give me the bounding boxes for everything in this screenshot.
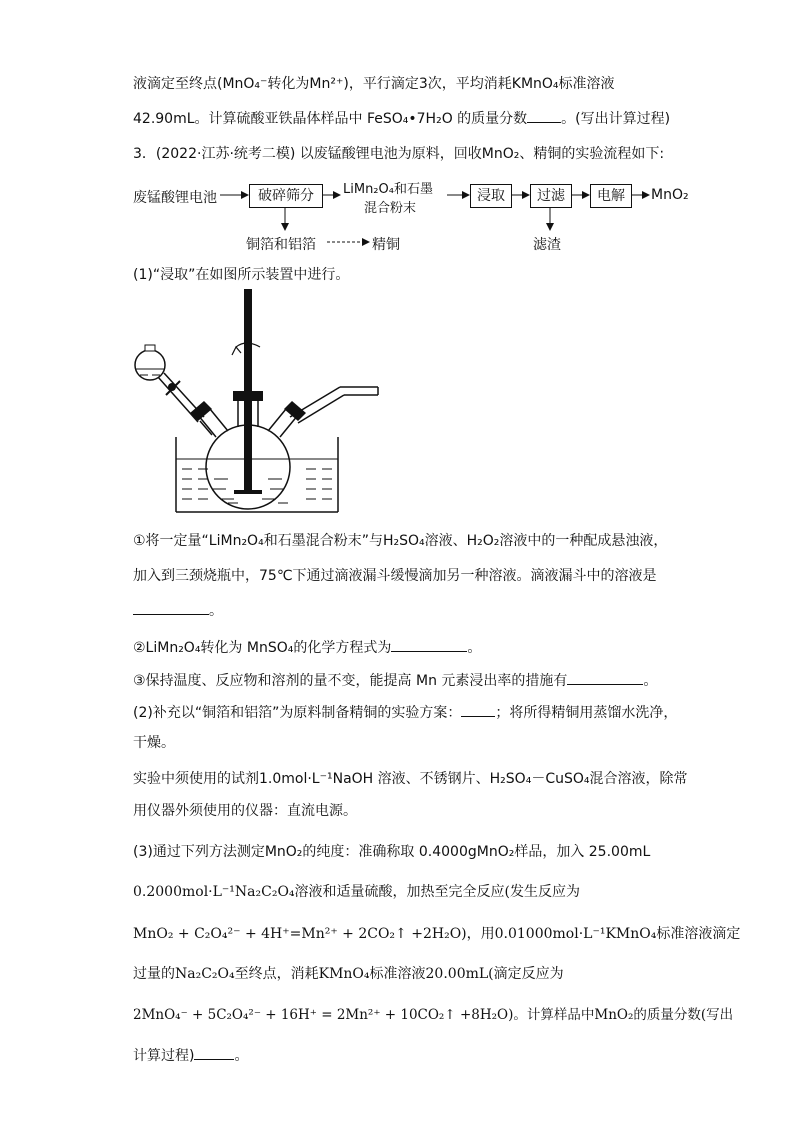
outlet-tube	[290, 387, 378, 423]
part-1b-line	[133, 637, 481, 658]
flow-start-label: 废锰酸锂电池	[133, 190, 217, 206]
dropping-funnel	[135, 345, 212, 435]
part-2-line-2: 干燥。	[133, 735, 175, 751]
answer-blank[interactable]	[133, 600, 209, 615]
part-1c-text: ③保持温度、反应物和溶剂的量不变，能提高 Mn 元素浸出率的措施有	[133, 673, 568, 689]
part-1a-line-3	[133, 600, 223, 621]
part-2-line-1	[133, 702, 677, 723]
answer-blank[interactable]	[194, 1045, 234, 1060]
part-1a-end: 。	[209, 603, 223, 619]
text-line-2b: 。(写出计算过程)	[561, 111, 671, 127]
flow-box-leach: 浸取	[470, 184, 512, 208]
flow-mix-label-1: LiMn₂O₄和石墨	[343, 182, 433, 197]
part-3-line-2: 0.2000mol·L⁻¹Na₂C₂O₄溶液和适量硫酸，加热至完全反应(发生反应为	[133, 884, 581, 900]
part-2-line-4: 用仪器外须使用的仪器：直流电源。	[133, 803, 357, 819]
text-line-1: 液滴定至终点(MnO₄⁻转化为Mn²⁺)，平行滴定3次，平均消耗KMnO₄标准溶液	[133, 76, 615, 92]
left-stopper	[190, 401, 212, 421]
flow-box-filter: 过滤	[530, 184, 572, 208]
flow-arrows	[0, 0, 794, 260]
flow-box-crush: 破碎筛分	[249, 184, 323, 208]
flow-product-label: MnO₂	[651, 187, 689, 203]
flow-box-electrolysis: 电解	[590, 184, 632, 208]
part-3-line-5: 2MnO₄⁻ + 5C₂O₄²⁻ + 16H⁺ = 2Mn²⁺ + 10CO₂↑ +8H₂O)。计算样品中MnO₂的质量分数(写出	[133, 1007, 734, 1023]
part-3-line-3: MnO₂ + C₂O₄²⁻ + 4H⁺=Mn²⁺ + 2CO₂↑ +2H₂O)，用0.01000mol·L⁻¹KMnO₄标准溶液滴定	[133, 926, 741, 942]
part-1a-line-2: 加入到三颈烧瓶中，75℃下通过滴液漏斗缓慢滴加另一种溶液。滴液漏斗中的溶液是	[133, 568, 657, 584]
answer-blank[interactable]	[391, 637, 467, 652]
apparatus-diagram	[128, 287, 388, 517]
part-1b-end: 。	[467, 640, 482, 656]
part-2-text-a: (2)补充以“铜箔和铝箔”为原料制备精铜的实验方案：	[133, 705, 462, 721]
water-bath	[176, 437, 338, 512]
right-stopper	[284, 401, 306, 421]
part-1-intro: (1)“浸取”在如图所示装置中进行。	[133, 267, 350, 283]
flow-residue-label: 滤渣	[533, 237, 561, 253]
text-line-2a: 42.90mL。计算硫酸亚铁晶体样品中 FeSO₄•7H₂O 的质量分数	[133, 111, 528, 127]
part-3-text-a: 计算过程)	[133, 1048, 195, 1064]
part-1c-end: 。	[643, 673, 658, 689]
part-3-end: 。	[234, 1048, 249, 1064]
part-1b-text: ②LiMn₂O₄转化为 MnSO₄的化学方程式为	[133, 640, 392, 656]
part-2-text-b: ；将所得精铜用蒸馏水洗净，	[495, 705, 678, 721]
part-3-line-6	[133, 1045, 248, 1066]
question-3-heading: 3．(2022·江苏·统考二模) 以废锰酸锂电池为原料，回收MnO₂、精铜的实验流程如下:	[133, 146, 665, 162]
answer-blank[interactable]	[461, 702, 495, 717]
part-3-line-1: (3)通过下列方法测定MnO₂的纯度：准确称取 0.4000gMnO₂样品，加入 25.00mL	[133, 844, 651, 860]
flow-foil-label: 铜箔和铝箔	[246, 237, 316, 253]
part-1a-line-1: ①将一定量“LiMn₂O₄和石墨混合粉末”与H₂SO₄溶液、H₂O₂溶液中的一种配成悬浊液，	[133, 533, 668, 549]
part-2-line-3: 实验中须使用的试剂1.0mol·L⁻¹NaOH 溶液、不锈钢片、H₂SO₄－CuSO₄混合溶液，除常	[133, 771, 688, 787]
flow-mix-label-2: 混合粉末	[364, 201, 417, 216]
answer-blank[interactable]	[567, 670, 643, 685]
flow-copper-label: 精铜	[372, 237, 400, 253]
part-1c-line	[133, 670, 657, 691]
part-3-line-4: 过量的Na₂C₂O₄至终点，消耗KMnO₄标准溶液20.00mL(滴定反应为	[133, 966, 564, 982]
